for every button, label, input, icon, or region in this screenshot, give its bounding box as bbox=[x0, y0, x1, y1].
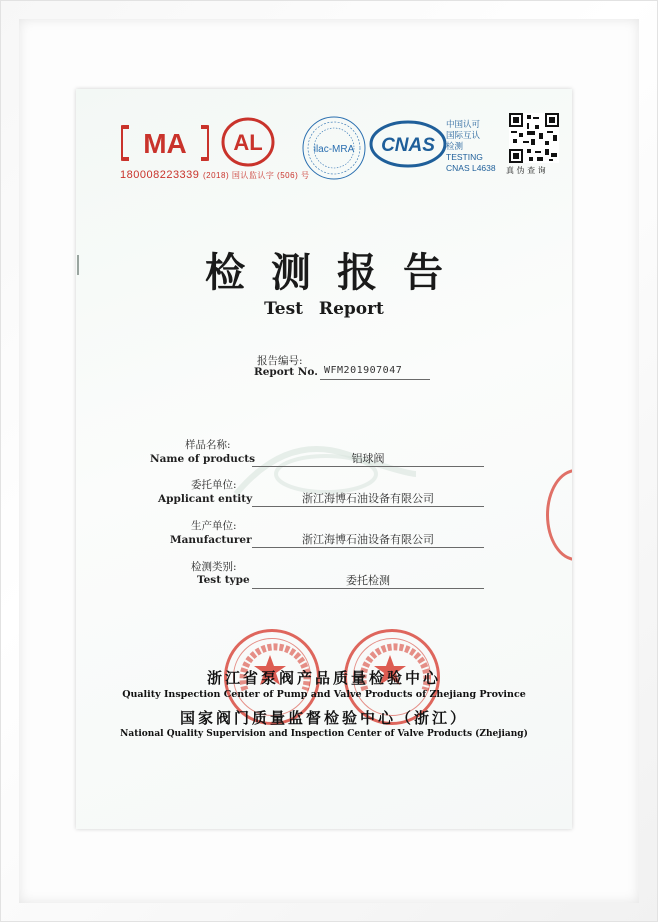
cnas-line: 中国认可 bbox=[446, 119, 481, 129]
cal-logo-icon bbox=[221, 117, 275, 167]
field-value: 委托检测 bbox=[346, 574, 390, 587]
report-no-label-cn: 报告编号: bbox=[257, 355, 303, 367]
field-value: 浙江海博石油设备有限公司 bbox=[302, 492, 434, 505]
report-no-value: WFM201907047 bbox=[324, 365, 403, 376]
test-report-document bbox=[76, 89, 572, 829]
field-label-cn: 样品名称: bbox=[185, 439, 231, 451]
field-value: 铝球阀 bbox=[351, 452, 385, 465]
qr-code-icon[interactable] bbox=[509, 113, 559, 163]
paper-edge-mark bbox=[77, 255, 79, 275]
cnas-line: CNAS L4638 bbox=[446, 163, 496, 173]
qr-caption: 真 伪 查 询 bbox=[506, 166, 546, 175]
field-underline bbox=[252, 466, 484, 467]
field-label-cn: 委托单位: bbox=[191, 479, 237, 491]
cnas-logo-icon bbox=[369, 119, 447, 169]
org-name-en-2: National Quality Supervision and Inspection Center of Valve Products (Zhejiang) bbox=[120, 729, 528, 739]
field-label-en: Name of products bbox=[150, 453, 256, 465]
cma-number-sub: (2018) 国认监认字 (506) 号 bbox=[202, 171, 310, 180]
cnas-line: 国际互认 bbox=[446, 130, 481, 140]
ilac-mra-logo-icon bbox=[301, 115, 367, 181]
field-underline bbox=[252, 588, 484, 589]
org-name-en-1: Quality Inspection Center of Pump and Valve Products of Zhejiang Province bbox=[122, 689, 526, 700]
field-label-en: Test type bbox=[197, 574, 250, 586]
cnas-line: 检测 bbox=[446, 141, 464, 151]
field-underline bbox=[252, 547, 484, 548]
report-no-label-en: Report No. bbox=[254, 366, 318, 378]
field-label-en: Manufacturer bbox=[170, 534, 252, 546]
field-label-en: Applicant entity bbox=[158, 493, 253, 505]
field-label-cn: 检测类别: bbox=[191, 561, 237, 573]
cnas-line: TESTING bbox=[446, 152, 483, 162]
title-cn: 检测报告 bbox=[205, 249, 469, 296]
field-label-cn: 生产单位: bbox=[191, 520, 237, 532]
title-en: Test Report bbox=[264, 299, 384, 319]
org-name-cn-2: 国家阀门质量监督检验中心（浙江） bbox=[179, 709, 468, 727]
field-underline bbox=[252, 506, 484, 507]
cma-number-value: 180008223339 bbox=[120, 169, 200, 181]
field-value: 浙江海博石油设备有限公司 bbox=[302, 533, 434, 546]
org-name-cn-1: 浙江省泵阀产品质量检验中心 bbox=[206, 669, 441, 687]
cma-logo-text: MA bbox=[143, 128, 187, 159]
cal-logo-text: AL bbox=[233, 130, 263, 155]
cnas-text: CNAS bbox=[381, 135, 435, 156]
report-no-underline bbox=[320, 379, 430, 380]
cma-number bbox=[120, 169, 309, 181]
cnas-caption bbox=[446, 119, 496, 174]
cma-logo-icon bbox=[121, 121, 209, 165]
edge-seal bbox=[546, 469, 572, 561]
ilac-text: ilac-MRA bbox=[313, 144, 355, 155]
